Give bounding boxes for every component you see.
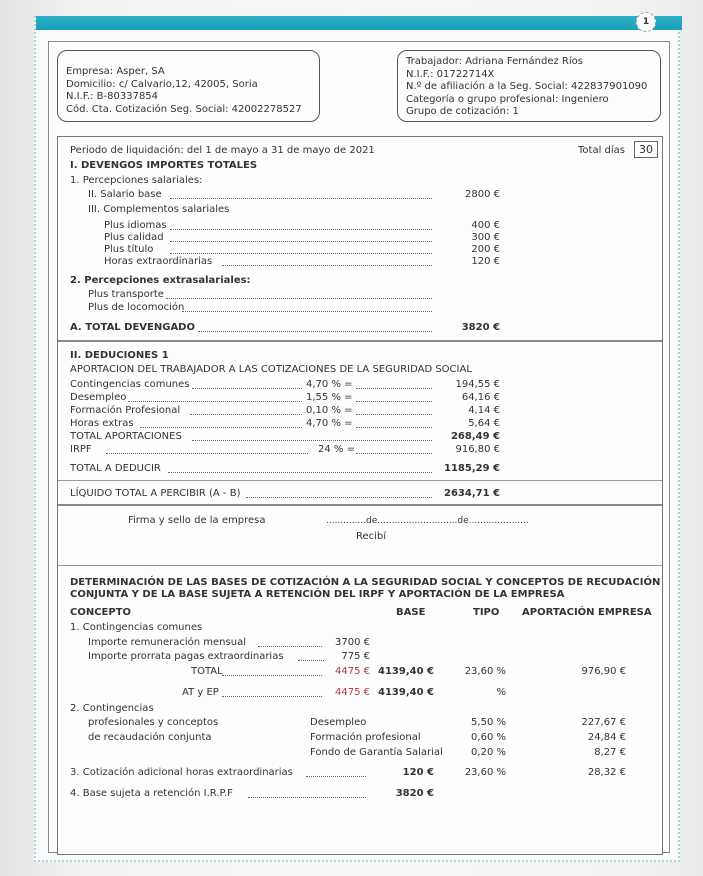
leader-dots [170, 198, 432, 199]
complemento-value: 300 € [471, 232, 500, 243]
leader-dots [198, 331, 432, 332]
irpf-base-value: 3820 € [395, 788, 434, 799]
cp-row-label: Desempleo [310, 717, 367, 728]
deduccion-value: 4,14 € [468, 405, 500, 416]
leader-dots [168, 472, 432, 473]
leader-dots [356, 427, 432, 428]
horas-row-label: 3. Cotización adicional horas extraordinarias [70, 767, 293, 778]
complemento-value: 200 € [471, 244, 500, 255]
leader-dots [170, 241, 432, 242]
irpf-label: IRPF [70, 444, 92, 455]
leader-dots [222, 265, 432, 266]
irpf-pct: 24 % = [318, 444, 355, 455]
total-row-base: 4139,40 € [378, 666, 434, 677]
deduccion-label: Desempleo [70, 392, 127, 403]
extrasalarial-label: Plus de locomoción [88, 302, 185, 313]
leader-dots [192, 440, 432, 441]
section-divider [58, 480, 662, 481]
payslip-frame [48, 41, 670, 853]
leader-dots [190, 414, 302, 415]
deducciones-title: II. DEDUCIONES 1 [70, 350, 169, 361]
atep-row-value: 4475 € [335, 687, 370, 698]
leader-dots [106, 453, 308, 454]
leader-dots [170, 253, 432, 254]
deduccion-value: 194,55 € [455, 379, 500, 390]
total-row-aportacion: 976,90 € [581, 666, 626, 677]
deduccion-value: 5,64 € [468, 418, 500, 429]
cp-row-aportacion: 24,84 € [587, 732, 626, 743]
cc-row-label: Importe prorrata pagas extraordinarias [88, 651, 284, 662]
leader-dots [246, 497, 432, 498]
worker-name: Trabajador: Adriana Fernández Ríos [406, 56, 583, 67]
total-aportaciones-label: TOTAL APORTACIONES [70, 431, 182, 442]
deducciones-subtitle: APORTACION DEL TRABAJADOR A LAS COTIZACIONES DE LA SEGURIDAD SOCIAL [70, 364, 472, 375]
leader-dots [356, 401, 432, 402]
total-days-label: Total días [578, 145, 625, 156]
cp-row-tipo: 5,50 % [471, 717, 506, 728]
devengos-title: I. DEVENGOS IMPORTES TOTALES [70, 160, 258, 171]
section-divider [58, 340, 662, 342]
cp-row-tipo: 0,20 % [471, 747, 506, 758]
deduccion-label: Formación Profesional [70, 405, 181, 416]
page-number-badge: 1 [636, 12, 656, 32]
worker-nif: N.I.F.: 01722714X [406, 68, 495, 80]
deduccion-pct: 4,70 % = [306, 379, 353, 390]
deduccion-pct: 0,10 % = [306, 405, 353, 416]
atep-row-base: 4139,40 € [378, 687, 434, 698]
salariales-title: 1. Percepciones salariales: [70, 175, 203, 186]
leader-dots [170, 229, 432, 230]
complemento-label: Plus idiomas [104, 220, 167, 231]
complementos-title: III. Complementos salariales [88, 204, 230, 215]
section-divider [58, 504, 662, 506]
extrasalarial-label: Plus transporte [88, 289, 164, 300]
leader-dots [192, 388, 302, 389]
period-label: Periodo de liquidación: del 1 de mayo a 31 de mayo de 2021 [70, 145, 375, 156]
worker-info-box [397, 50, 661, 122]
horas-row-tipo: 23,60 % [464, 767, 506, 778]
total-days-value: 30 [634, 141, 658, 158]
cp-title-3: de recaudación conjunta [88, 732, 212, 743]
cp-title-2: profesionales y conceptos [88, 717, 219, 728]
complemento-label: Plus título [104, 244, 154, 255]
horas-row-base: 120 € [402, 767, 434, 778]
cp-title-1: 2. Contingencias [70, 703, 154, 714]
company-info-box [57, 50, 320, 122]
atep-row-label: AT y EP [182, 687, 219, 698]
cc-row-label: Importe remuneración mensual [88, 637, 246, 648]
leader-dots [248, 797, 366, 798]
total-devengado-value: 3820 € [461, 322, 500, 333]
cc-row-value: 3700 € [335, 637, 370, 648]
leader-dots [166, 298, 432, 299]
leader-dots [306, 776, 366, 777]
salario-base-label: II. Salario base [88, 189, 162, 200]
cp-row-label: Fondo de Garantía Salarial [310, 747, 443, 758]
total-deducir-value: 1185,29 € [444, 463, 500, 474]
accent-header-bar [36, 16, 682, 30]
cp-row-aportacion: 227,67 € [581, 717, 626, 728]
leader-dots [128, 401, 302, 402]
company-ccc: Cód. Cta. Cotización Seg. Social: 42002278527 [66, 103, 302, 115]
total-row-value: 4475 € [335, 666, 370, 677]
complemento-value: 120 € [471, 256, 500, 267]
irpf-value: 916,80 € [455, 444, 500, 455]
deduccion-pct: 4,70 % = [306, 418, 353, 429]
worker-affiliation: N.º de afiliación a la Seg. Social: 422837901090 [406, 81, 648, 92]
leader-dots [356, 388, 432, 389]
recibi-label: Recibí [356, 531, 387, 542]
worker-category: Categoría o grupo profesional: Ingeniero [406, 93, 609, 105]
complemento-value: 400 € [471, 220, 500, 231]
liquido-label: LÍQUIDO TOTAL A PERCIBIR (A - B) [70, 488, 241, 499]
leader-dots [356, 414, 432, 415]
firma-label: Firma y sello de la empresa [128, 515, 266, 526]
leader-dots [258, 646, 322, 647]
extrasalariales-title: 2. Percepciones extrasalariales: [70, 275, 251, 286]
deduccion-value: 64,16 € [461, 392, 500, 403]
header-base: BASE [396, 607, 426, 618]
leader-dots [356, 453, 432, 454]
header-aportacion: APORTACIÓN EMPRESA [522, 607, 652, 618]
cc-row-value: 775 € [341, 651, 370, 662]
total-row-tipo: 23,60 % [464, 666, 506, 677]
liquido-value: 2634,71 € [444, 488, 500, 499]
leader-dots [222, 675, 322, 676]
deduccion-pct: 1,55 % = [306, 392, 353, 403]
cp-row-label: Formación profesional [310, 732, 421, 743]
header-concepto: CONCEPTO [70, 607, 132, 618]
company-address: Domicilio: c/ Calvario,12, 42005, Soria [66, 78, 258, 90]
leader-dots [182, 311, 432, 312]
salario-base-value: 2800 € [465, 189, 500, 200]
deduccion-label: Contingencias comunes [70, 379, 190, 390]
leader-dots [222, 696, 322, 697]
bases-title-2: CONJUNTA Y DE LA BASE SUJETA A RETENCIÓN DEL IRPF Y APORTACIÓN DE LA EMPRESA [70, 589, 565, 600]
cc-title: 1. Contingencias comunes [70, 622, 203, 633]
cp-row-tipo: 0,60 % [471, 732, 506, 743]
firma-date-line: ..............de............................de..................... [326, 516, 529, 526]
deduccion-label: Horas extras [70, 418, 134, 429]
company-nif: N.I.F.: B-80337854 [66, 91, 159, 102]
payslip-body [57, 136, 663, 855]
complemento-label: Horas extraordinarias [104, 256, 213, 267]
complemento-label: Plus calidad [104, 232, 164, 243]
bases-title-1: DETERMINACIÓN DE LAS BASES DE COTIZACIÓN A LA SEGURIDAD SOCIAL Y CONCEPTOS DE RECUDACIÓN [70, 577, 661, 588]
irpf-base-label: 4. Base sujeta a retención I.R.P.F [70, 788, 233, 799]
total-deducir-label: TOTAL A DEDUCIR [70, 463, 161, 474]
section-divider [58, 565, 662, 566]
total-devengado-label: A. TOTAL DEVENGADO [70, 322, 195, 333]
worker-group: Grupo de cotización: 1 [406, 106, 519, 117]
cp-row-aportacion: 8,27 € [594, 747, 626, 758]
atep-row-tipo: % [496, 687, 506, 698]
header-tipo: TIPO [473, 607, 500, 618]
total-row-label: TOTAL [191, 666, 223, 677]
total-aportaciones-value: 268,49 € [450, 431, 500, 442]
payslip-page [34, 16, 680, 862]
company-name: Empresa: Asper, SA [66, 66, 165, 77]
leader-dots [140, 427, 302, 428]
horas-row-aportacion: 28,32 € [587, 767, 626, 778]
